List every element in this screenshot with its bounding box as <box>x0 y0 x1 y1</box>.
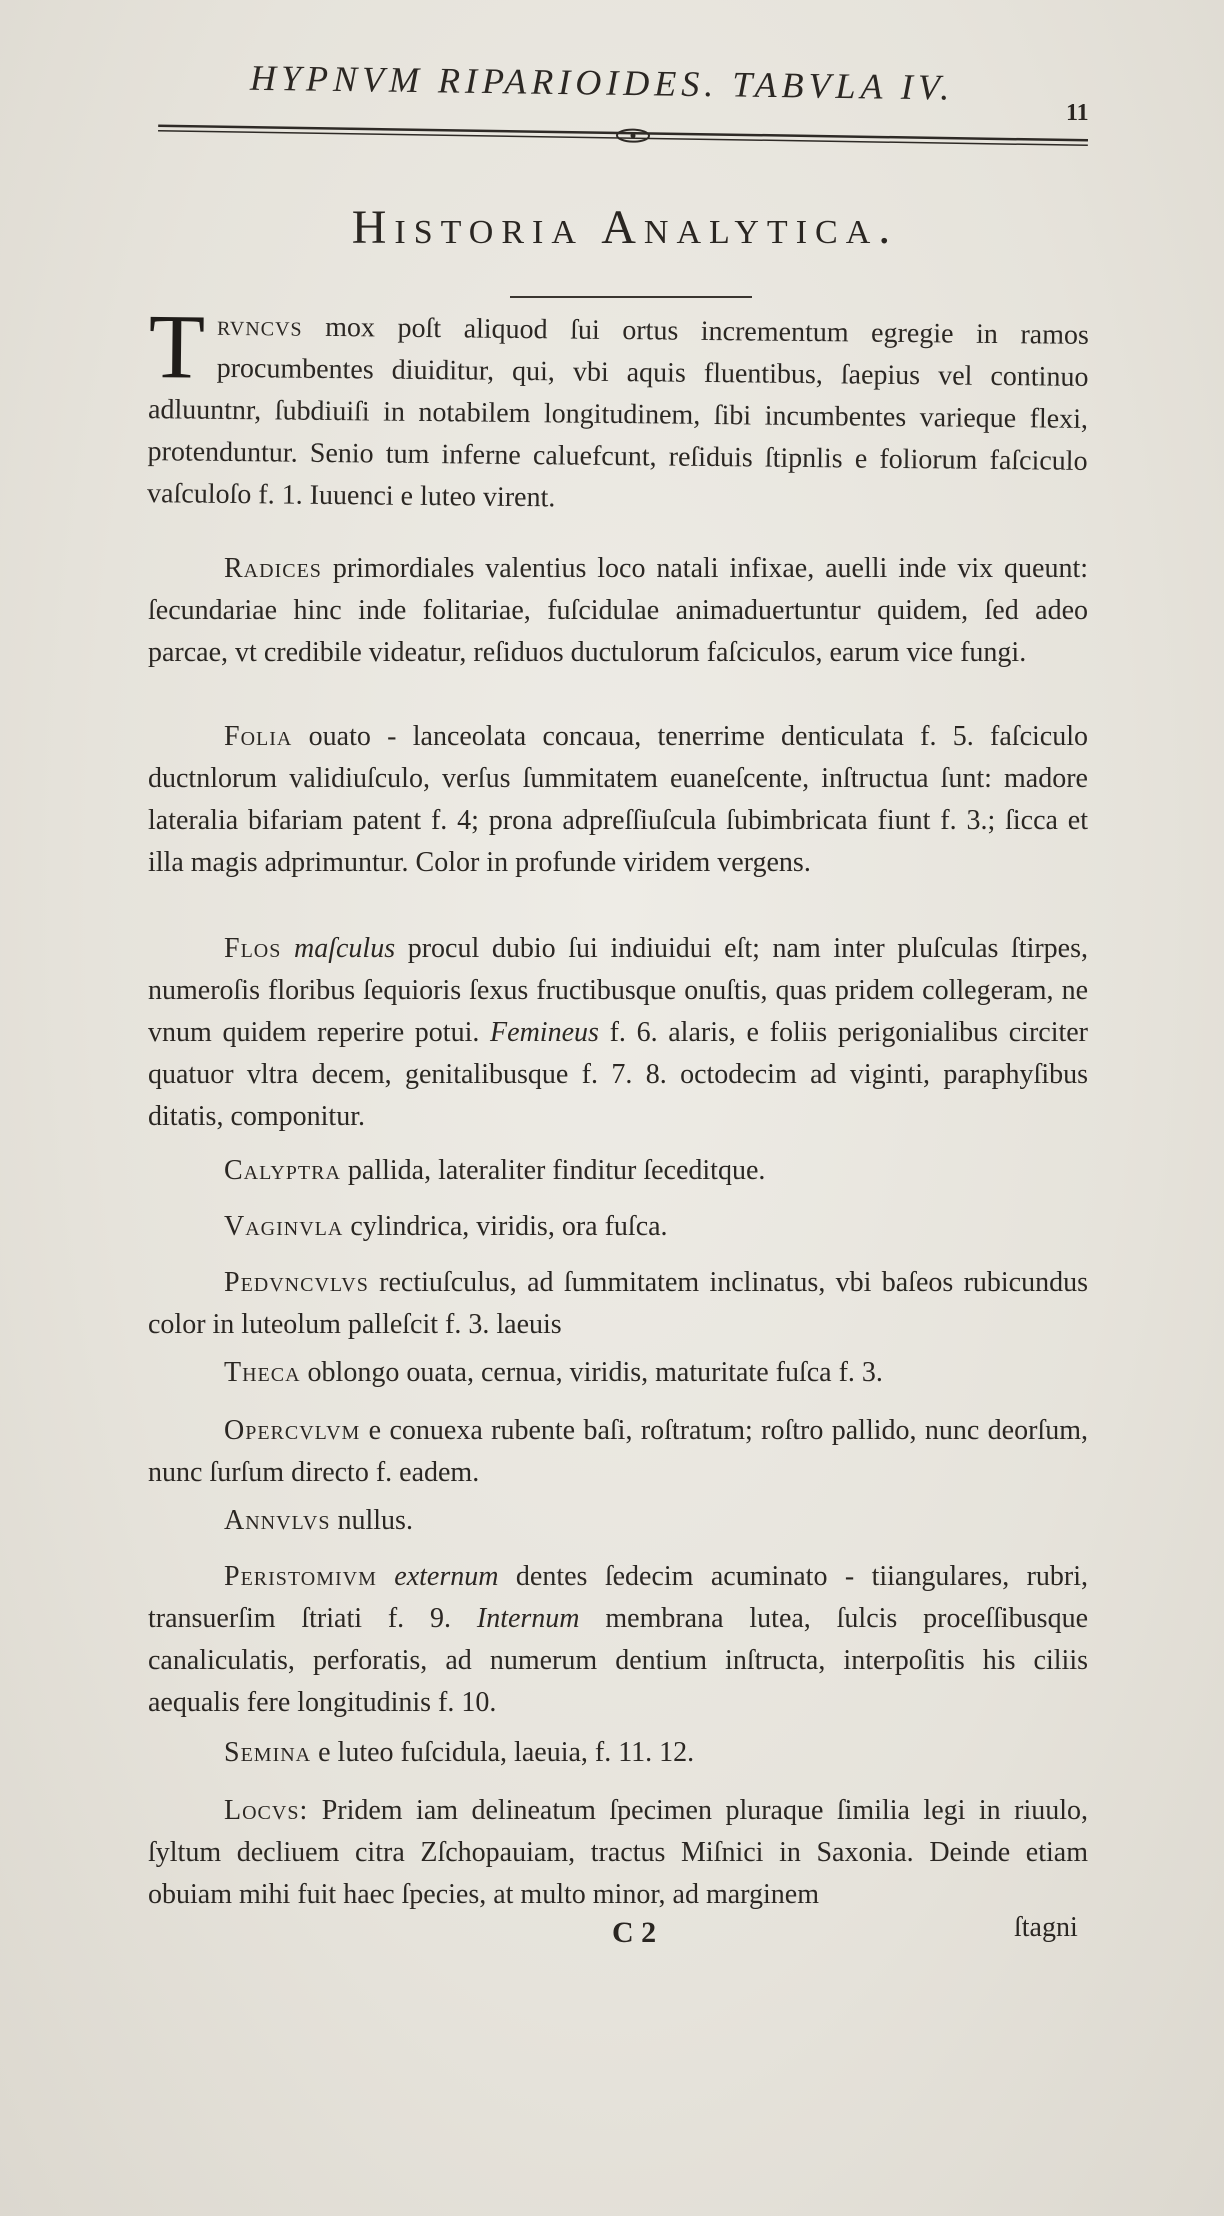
paragraph-text: ouato - lanceolata concaua, tenerrime denticulata f. 5. faſciculo ductnlorum validiuſculo, verſus ſummitatem euaneſcente, inſtructua ſunt: madore lateralia bifariam patent f. 4; prona adpreſſiuſcula ſubimbricata fiunt f. 3.; ſicca et illa magis adprimuntur. Color in profunde viridem vergens. <box>148 721 1089 878</box>
lemma-peristomivm: Peristomivm <box>224 1561 377 1592</box>
paragraph-text: nullus. <box>337 1505 413 1536</box>
lemma-flos: Flos <box>224 933 282 964</box>
paragraph-text: oblongo ouata, cernua, viridis, maturitate fuſca f. 3. <box>307 1357 883 1388</box>
running-title: HYPNVM RIPARIOIDES. TABVLA IV. <box>249 57 955 108</box>
signature-mark: C 2 <box>612 1916 657 1949</box>
paragraph-text: primordiales valentius loco natali infixae, auelli inde vix queunt: ſecundariae hinc inde folitariae, fuſcidulae animaduertuntur quidem, ſed adeo parcae, vt credibile videatur, reſiduos ductulorum faſciculos, earum vice fungi. <box>148 553 1089 668</box>
lemma-radices: Radices <box>224 553 322 584</box>
catchword: ſtagni <box>1014 1912 1078 1943</box>
lemma-folia: Folia <box>224 721 293 752</box>
paragraph-locvs <box>148 1790 1088 1916</box>
lemma-locvs: Locvs: <box>224 1795 309 1826</box>
paragraph-semina <box>148 1732 1088 1774</box>
italic-term: Internum <box>476 1603 580 1634</box>
paragraph-text: cylindrica, viridis, ora fuſca. <box>350 1211 668 1242</box>
paragraph-text: Pridem iam delineatum ſpecimen pluraque ſimilia legi in riuulo, ſyltum decliuem citra Zſchopauiam, tractus Miſnici in Saxonia. Deinde etiam obuiam mihi fuit haec ſpecies, at multo minor, ad marginem <box>148 1795 1088 1910</box>
title-divider <box>510 296 752 298</box>
paragraph-pedvncvlvs <box>148 1262 1088 1346</box>
paragraph-peristomivm <box>148 1556 1088 1724</box>
lemma-annvlvs: Annvlvs <box>224 1505 331 1536</box>
ornamental-rule <box>158 121 1088 152</box>
lemma-semina: Semina <box>224 1737 312 1768</box>
paragraph-text: e luteo fuſcidula, laeuia, f. 11. 12. <box>318 1737 695 1768</box>
italic-term: externum <box>394 1561 499 1592</box>
page-number: 11 <box>1066 100 1089 126</box>
drop-cap: T <box>148 295 206 398</box>
lemma-opercvlvm: Opercvlvm <box>224 1415 361 1446</box>
paragraph-radices <box>148 548 1088 674</box>
lemma-theca: Theca <box>224 1357 301 1388</box>
paragraph-opercvlvm <box>148 1410 1088 1494</box>
paragraph-text: membrana lutea, ſulcis proceſſibusque canaliculatis, perforatis, ad numerum dentium inſtructa, interpoſitis his ciliis aequalis fere longitudinis f. 10. <box>148 1603 1088 1718</box>
paragraph-truncus <box>146 295 1090 525</box>
paragraph-theca <box>148 1352 1088 1394</box>
italic-term: Femineus <box>490 1017 599 1048</box>
section-title: Historia Analytica. <box>351 201 899 254</box>
paragraph-text: dentes ſedecim acuminato - tiiangulares, rubri, transuerſim ſtriati f. 9. <box>148 1561 1089 1634</box>
paragraph-text: e conuexa rubente baſi, roſtratum; roſtro pallido, nunc deorſum, nunc ſurſum directo f. eadem. <box>148 1415 1088 1488</box>
paragraph-flos <box>148 928 1088 1138</box>
paragraph-folia <box>148 716 1088 884</box>
paragraph-text: f. 6. alaris, e foliis perigonialibus circiter quatuor vltra decem, genitalibusque f. 7. 8. octodecim ad viginti, paraphyſibus ditatis, componitur. <box>148 1017 1089 1132</box>
lemma-vaginvla: Vaginvla <box>224 1211 344 1242</box>
lemma-pedvncvlvs: Pedvncvlvs <box>224 1267 369 1298</box>
paragraph-text: mox poſt aliquod ſui ortus incrementum egregie in ramos procumbentes diuiditur, qui, vbi aquis fluentibus, ſaepius vel continuo adluuntnr, ſubdiuiſi in notabilem longitudinem, ſibi incumbentes varieque flexi, protenduntur. Senio tum inferne caluefcunt, reſiduis ſtipnlis e foliorum faſciculo vaſculoſo f. 1. Iuuenci e luteo virent. <box>146 311 1090 514</box>
paragraph-text: pallida, lateraliter finditur ſeceditque. <box>347 1155 766 1186</box>
paragraph-text: procul dubio ſui indiuidui eſt; nam inter pluſculas ſtirpes, numeroſis floribus ſequioris ſexus fructibusque onuſtis, quas pridem collegeram, ne vnum quidem reperire potui. <box>148 933 1089 1048</box>
paragraph-text: rectiuſculus, ad ſummitatem inclinatus, vbi baſeos rubicundus color in luteolum palleſcit f. 3. laeuis <box>148 1267 1089 1340</box>
paragraph-calyptra <box>148 1150 1088 1192</box>
italic-term: maſculus <box>293 933 396 964</box>
paragraph-annvlvs <box>148 1500 1088 1542</box>
paragraph-vaginvla <box>148 1206 1088 1248</box>
lemma-calyptra: Calyptra <box>224 1155 341 1186</box>
lemma-truncus: rvncvs <box>216 310 303 343</box>
